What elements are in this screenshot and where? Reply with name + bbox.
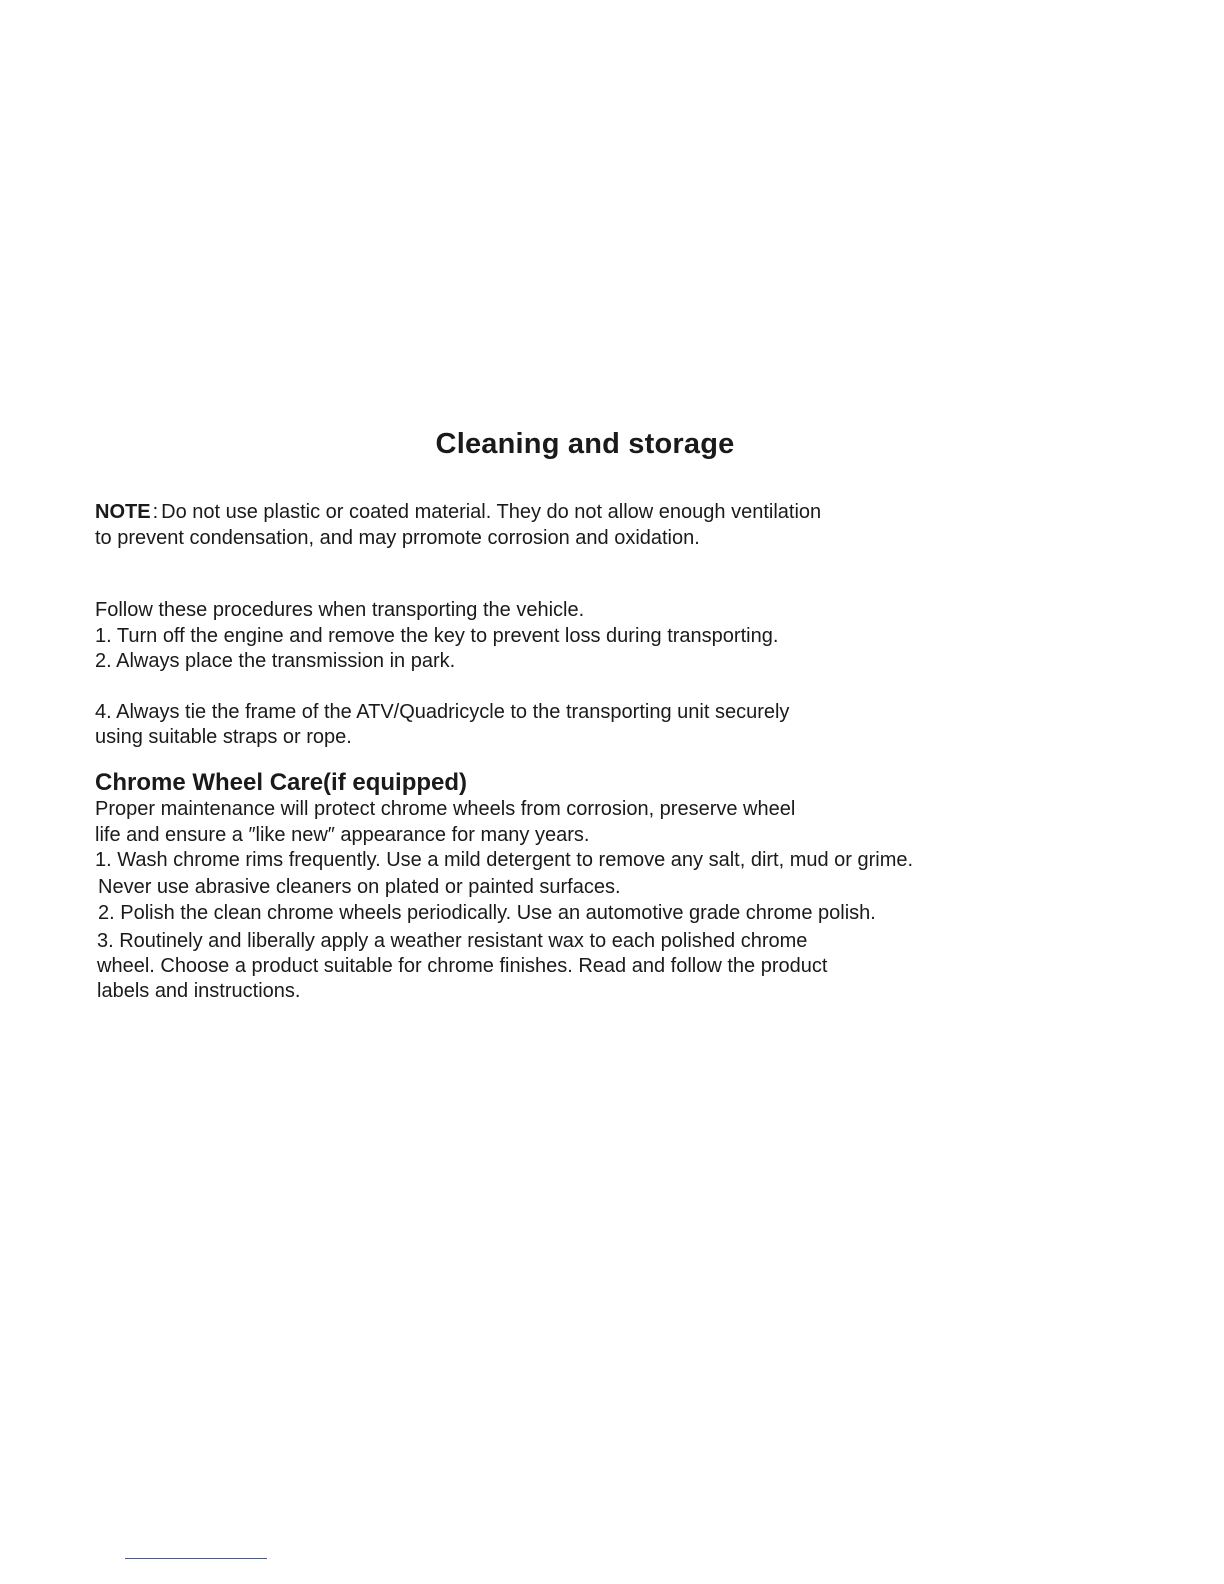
page-title: Cleaning and storage bbox=[435, 428, 735, 460]
chrome-step-3-line3: labels and instructions. bbox=[97, 980, 301, 1002]
transport-step-4-line2: using suitable straps or rope. bbox=[95, 726, 352, 748]
note-paragraph bbox=[95, 500, 821, 525]
chrome-step-2: 2. Polish the clean chrome wheels periodically. Use an automotive grade chrome polish. bbox=[98, 902, 876, 924]
chrome-step-3-line2: wheel. Choose a product suitable for chrome finishes. Read and follow the product bbox=[97, 955, 828, 977]
chrome-intro-line1: Proper maintenance will protect chrome wheels from corrosion, preserve wheel bbox=[95, 798, 796, 820]
note-text-line1: Do not use plastic or coated material. They do not allow enough ventilation bbox=[161, 501, 822, 523]
transport-step-2: 2. Always place the transmission in park. bbox=[95, 650, 456, 672]
transport-step-4-line1: 4. Always tie the frame of the ATV/Quadricycle to the transporting unit securely bbox=[95, 701, 790, 723]
chrome-intro-line2: life and ensure a ″like new″ appearance for many years. bbox=[95, 824, 590, 846]
transport-step-1: 1. Turn off the engine and remove the key to prevent loss during transporting. bbox=[95, 625, 779, 647]
chrome-step-1-line2: Never use abrasive cleaners on plated or painted surfaces. bbox=[98, 876, 621, 898]
note-separator: : bbox=[152, 501, 159, 523]
bottom-rule bbox=[125, 1558, 267, 1559]
chrome-section-heading: Chrome Wheel Care(if equipped) bbox=[95, 769, 468, 796]
chrome-step-1-line1: 1. Wash chrome rims frequently. Use a mild detergent to remove any salt, dirt, mud or grime. bbox=[95, 849, 914, 871]
note-text-line2: to prevent condensation, and may prromote corrosion and oxidation. bbox=[95, 527, 700, 549]
transport-intro: Follow these procedures when transporting the vehicle. bbox=[95, 599, 585, 621]
chrome-step-3-line1: 3. Routinely and liberally apply a weather resistant wax to each polished chrome bbox=[97, 930, 808, 952]
note-label: NOTE bbox=[95, 501, 151, 523]
